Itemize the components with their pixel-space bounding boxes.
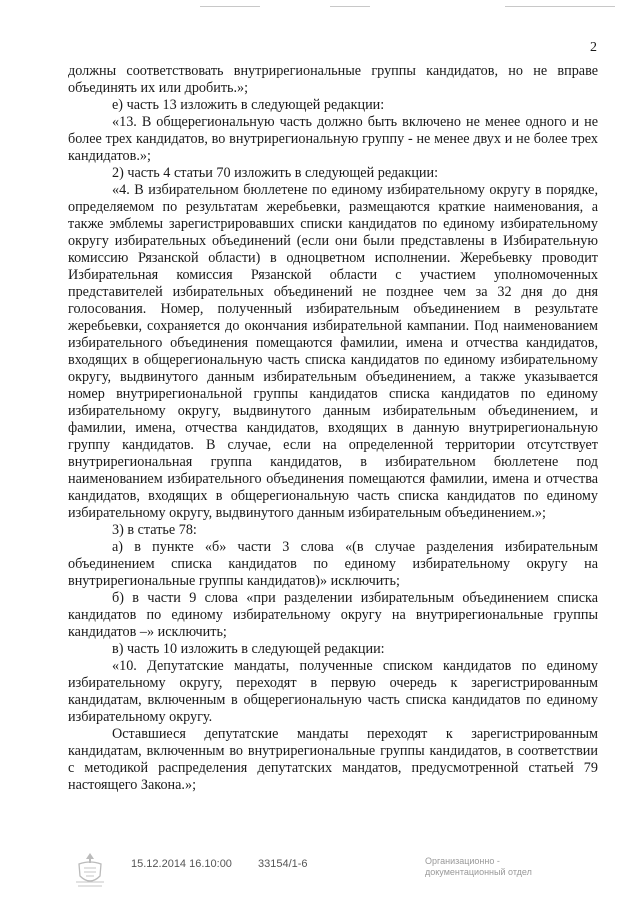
paragraph: 3) в статье 78:: [112, 522, 197, 538]
footer-department-stamp: [425, 856, 575, 878]
paragraph: е) часть 13 изложить в следующей редакции:: [112, 97, 385, 113]
footer-dept-line: документационный отдел: [425, 867, 532, 877]
scan-edge-line: [330, 6, 370, 7]
document-body: [68, 63, 598, 794]
paragraph: «4. В избирательном бюллетене по единому избирательному округу в порядке, определяемом по результатам жеребьевки, размещаются краткие наименования, а также эмблемы зарегистрировавших списки кандидатов по единому избирательному округу избирательных объединений (если они были представлены в Избирательную комиссию Рязанской области) в одноцветном исполнении. Жеребьевку проводит Избирательная комиссия Рязанской области с участием уполномоченных представителей избирательных объединений не позднее чем за 32 дня до дня голосования. Номер, полученный избирательным объединением в результате жеребьевки, сохраняется до окончания избирательной кампании. Под наименованием избирательного объединения помещаются фамилии, имена и отчества кандидатов, входящих в общерегиональную часть списка кандидатов по единому избирательному округу, выдвинутого данным избирательным объединением, а также указывается номер внутрирегиональной группы кандидатов списка кандидатов по единому избирательному округу, выдвинутого данным избирательным объединением, и фамилии, имена, отчества кандидатов, входящих в данную внутрирегиональную группу кандидатов. В случае, если на определенной территории отсутствует внутрирегиональная группа кандидатов, в избирательном бюллетене под наименованием избирательного объединения помещаются фамилии, имена и отчества кандидатов, входящих в общерегиональную часть списка кандидатов по единому избирательному округу, выдвинутого данным избирательным объединением.»;: [68, 182, 598, 521]
footer-doc-number: 33154/1-6: [258, 858, 308, 870]
paragraph: должны соответствовать внутрирегиональные группы кандидатов, но не вправе объединять их или дробить.»;: [68, 63, 598, 96]
scan-edge-line: [505, 6, 615, 7]
page-number: 2: [590, 40, 597, 55]
footer-dept-line: Организационно -: [425, 856, 500, 866]
paragraph: 2) часть 4 статьи 70 изложить в следующей редакции:: [112, 165, 439, 181]
paragraph: в) часть 10 изложить в следующей редакции:: [112, 641, 385, 657]
paragraph: а) в пункте «б» части 3 слова «(в случае разделения избирательным объединением списка кандидатов по единому избирательному округу на внутрирегиональные группы кандидатов)» исключить;: [68, 539, 598, 589]
coat-of-arms-logo: [70, 850, 110, 890]
paragraph: Оставшиеся депутатские мандаты переходят к зарегистрированным кандидатам, включенным во внутрирегиональные группы кандидатов, в соответствии с методикой распределения депутатских мандатов, предусмотренной статьей 79 настоящего Закона.»;: [68, 726, 598, 793]
paragraph: «10. Депутатские мандаты, полученные списком кандидатов по единому избирательному округу, переходят в первую очередь к зарегистрированным кандидатам, включенным в общерегиональную часть списка кандидатов по единому избирательному округу.: [68, 658, 598, 725]
footer-timestamp: 15.12.2014 16.10:00: [131, 858, 232, 870]
scan-edge-line: [200, 6, 260, 7]
paragraph: «13. В общерегиональную часть должно быть включено не менее одного и не более трех кандидатов, во внутрирегиональную группу - не менее двух и не более трех кандидатов.»;: [68, 114, 598, 164]
paragraph: б) в части 9 слова «при разделении избирательным объединением списка кандидатов по единому избирательному округу на внутрирегиональные группы кандидатов –» исключить;: [68, 590, 598, 640]
